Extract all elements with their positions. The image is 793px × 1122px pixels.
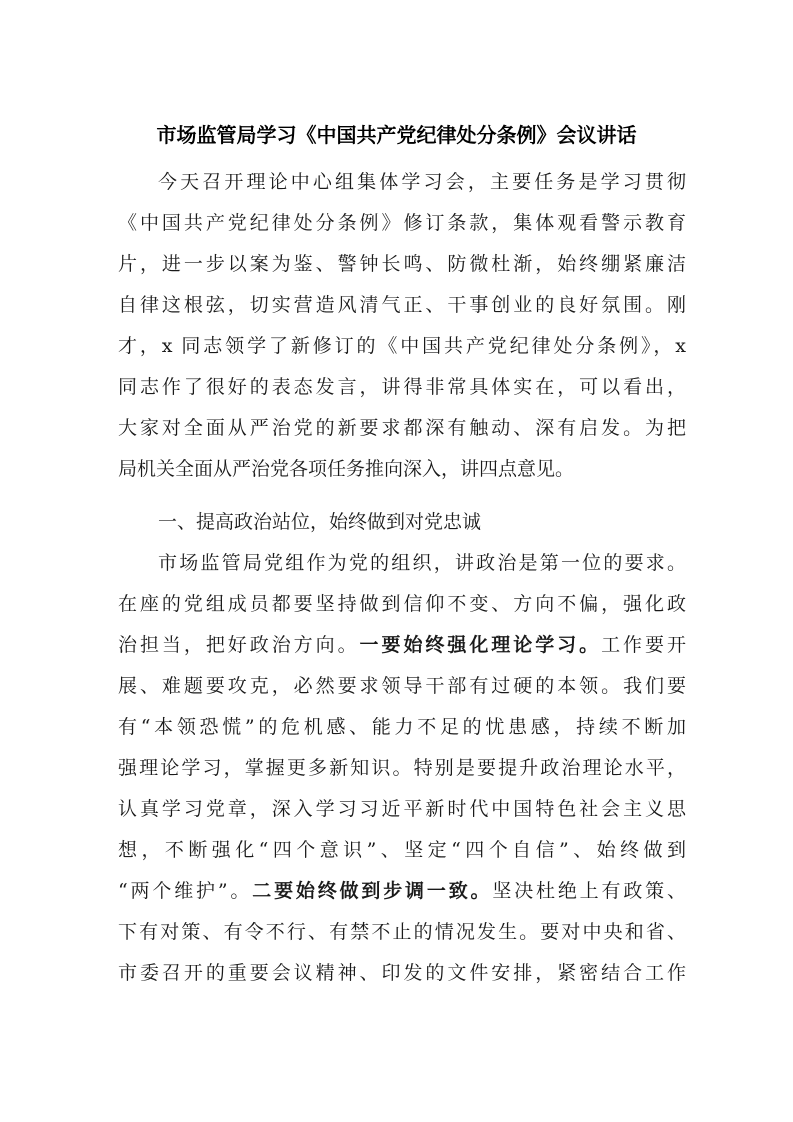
text-line: 自律这根弦，切实营造风清气正、干事创业的良好氛围。刚: [118, 294, 686, 316]
text-line: [118, 625, 686, 665]
text-line: 想，不断强化“四个意识”、坚定“四个自信”、始终做到: [118, 839, 686, 861]
text-line: 强理论学习，掌握更多新知识。特别是要提升政治理论水平，: [118, 757, 686, 779]
text-line: 《中国共产党纪律处分条例》修订条款，集体观看警示教育: [118, 212, 686, 234]
text-line: 才，x 同志领学了新修订的《中国共产党纪律处分条例》，x: [118, 335, 686, 357]
emphasis-point-2: 二要始终做到步调一致。: [252, 880, 493, 902]
text-run: “两个维护”。: [118, 880, 253, 902]
text-line: 下有对策、有令不行、有禁不止的情况发生。要对中央和省、: [118, 921, 686, 943]
text-line: 大家对全面从严治党的新要求都深有触动、深有启发。为把: [118, 417, 686, 439]
text-line: 展、难题要攻克，必然要求领导干部有过硬的本领。我们要: [118, 675, 686, 697]
text-line: 局机关全面从严治党各项任务推向深入，讲四点意见。: [118, 458, 575, 480]
text-line: 市场监管局党组作为党的组织，讲政治是第一位的要求。: [158, 552, 686, 574]
text-run: 坚决杜绝上有政策、: [492, 880, 686, 902]
text-line: [118, 871, 686, 911]
text-line: 市委召开的重要会议精神、印发的文件安排，紧密结合工作: [118, 962, 686, 984]
emphasis-point-1: 一要始终强化理论学习。: [359, 634, 602, 656]
text-run: 工作要开: [601, 634, 686, 656]
text-line: 同志作了很好的表态发言，讲得非常具体实在，可以看出，: [118, 376, 686, 398]
text-line: 今天召开理论中心组集体学习会，主要任务是学习贯彻: [158, 171, 686, 193]
text-line: 有“本领恐慌”的危机感、能力不足的忧患感，持续不断加: [118, 716, 686, 738]
text-run: 治担当，把好政治方向。: [118, 634, 360, 656]
text-line: 片，进一步以案为鉴、警钟长鸣、防微杜渐，始终绷紧廉洁: [118, 253, 686, 275]
section-heading-1: 一、提高政治站位，始终做到对党忠诚: [158, 511, 482, 533]
text-line: 在座的党组成员都要坚持做到信仰不变、方向不偏，强化政: [118, 593, 686, 615]
text-line: 认真学习党章，深入学习习近平新时代中国特色社会主义思: [118, 798, 686, 820]
page-title: 市场监管局学习《中国共产党纪律处分条例》会议讲话: [156, 123, 637, 147]
